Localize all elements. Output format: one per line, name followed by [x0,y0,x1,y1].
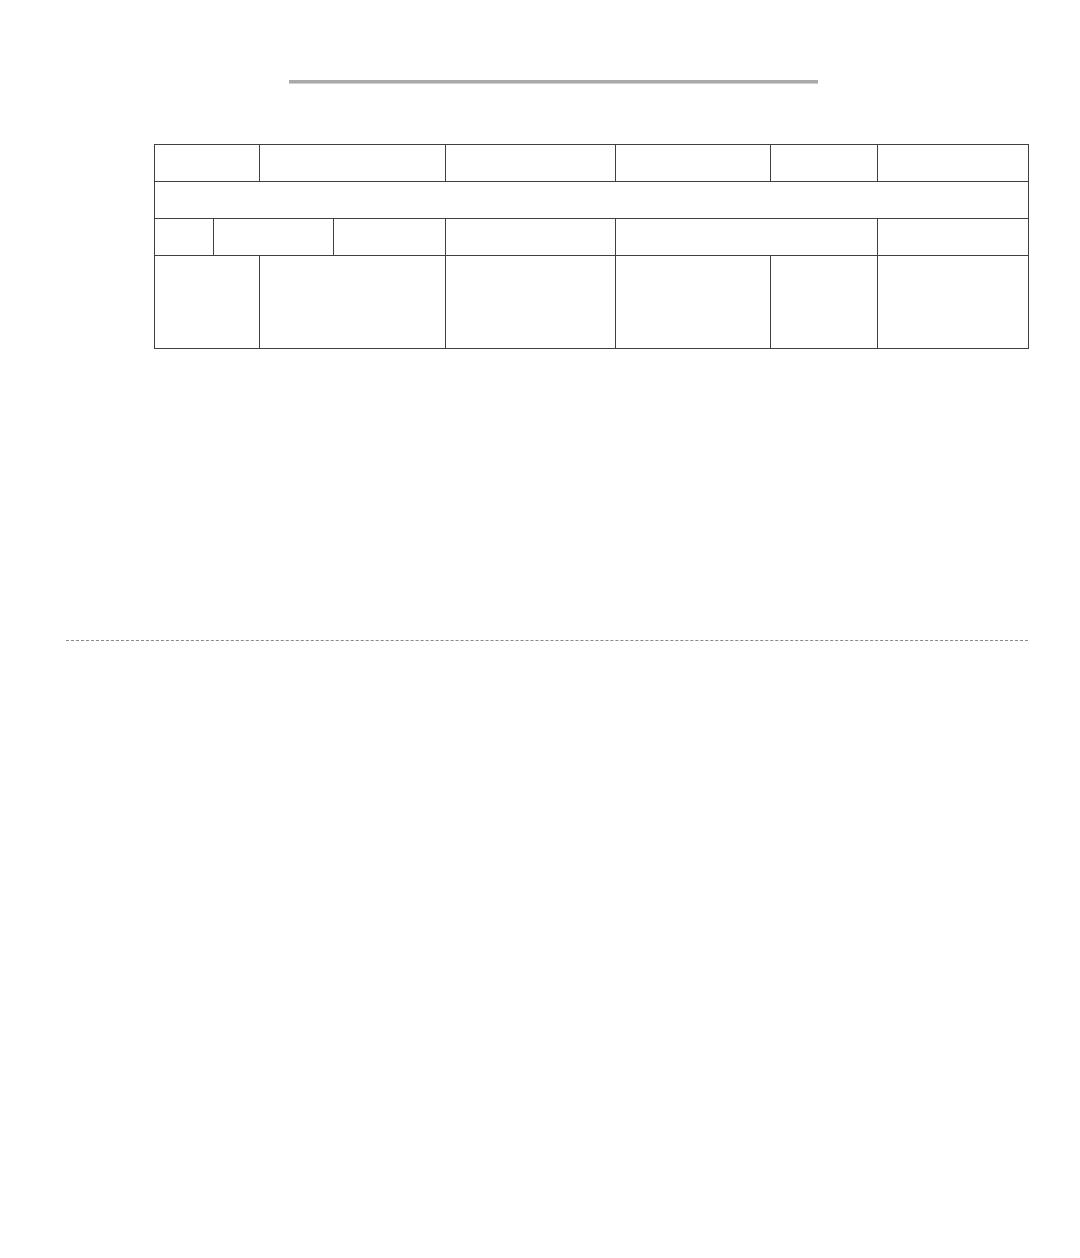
warehouse-sign-field[interactable] [616,256,771,349]
dept-manager-sign-label [155,256,260,349]
company-underline [289,80,818,84]
requisition-form-top [0,0,1080,560]
applicant-label [446,145,616,182]
section-row [155,182,1029,219]
applicant-field[interactable] [616,145,771,182]
section-title [155,182,1029,219]
time-field[interactable] [878,145,1029,182]
cut-line-divider [66,640,1028,641]
warehouse-sign-label [446,256,616,349]
dept-label [155,145,260,182]
col-header-quantity [446,219,616,256]
col-header-item-name [214,219,334,256]
col-header-model [334,219,446,256]
col-header-remark [878,219,1029,256]
col-header-purpose-text [735,227,759,247]
header-row [155,145,1029,182]
column-header-row [155,219,1029,256]
col-header-purpose [616,219,878,256]
requisition-form-bottom [0,661,1080,1221]
requisition-table [154,144,1029,349]
time-label [771,145,878,182]
dept-field[interactable] [260,145,446,182]
gm-sign-label [771,256,878,349]
dept-manager-sign-field[interactable] [260,256,446,349]
signature-row [155,256,1029,349]
gm-sign-field[interactable] [878,256,1029,349]
col-header-index [155,219,214,256]
